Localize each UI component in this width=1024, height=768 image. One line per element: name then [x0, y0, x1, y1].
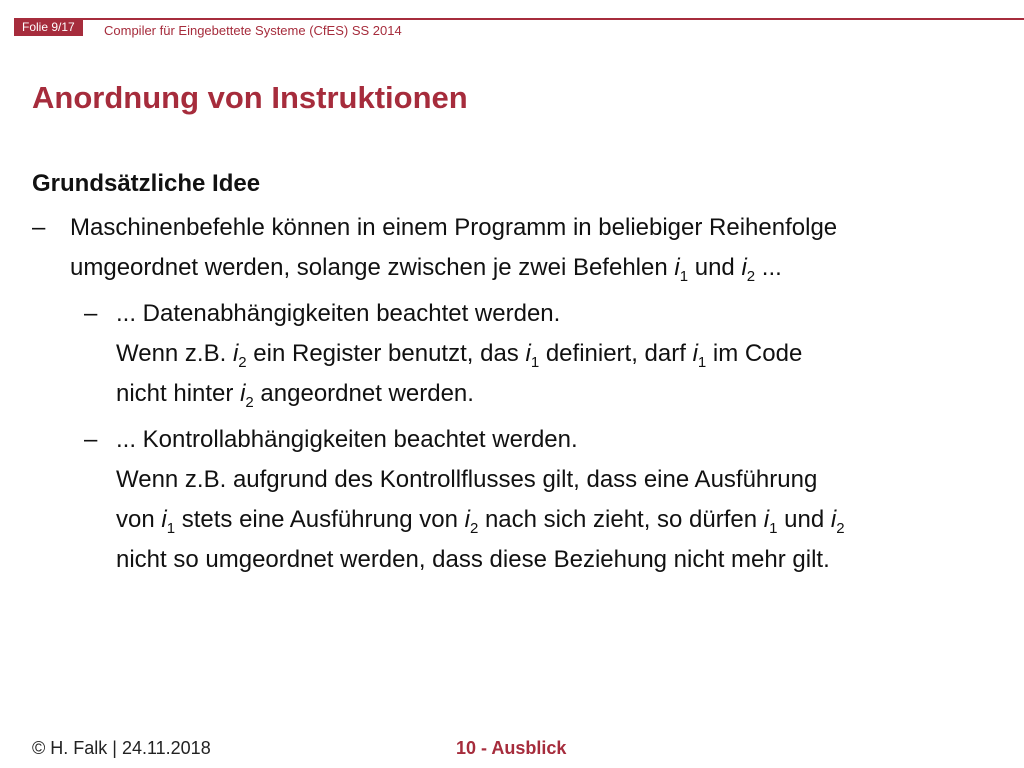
header-rule — [14, 18, 1024, 20]
bullet-line: nicht hinter $i_2$ angeordnet werden. — [116, 380, 474, 411]
bullet-line: von $i_1$ stets eine Ausführung von $i_2$ nach sich zieht, so dürfen $i_1$ und $i_2$ — [116, 506, 845, 537]
bullet-line: ... Kontrollabhängigkeiten beachtet werden. — [116, 426, 578, 453]
slide-content — [32, 164, 1002, 580]
bullet-line: Wenn z.B. $i_2$ ein Register benutzt, das $i_1$ definiert, darf $i_1$ im Code — [116, 340, 803, 371]
variable-i2: $i_2$ — [464, 506, 479, 537]
bullet-point — [32, 208, 1002, 288]
sub-bullet-data-dependencies — [32, 294, 1002, 414]
variable-i2: $i_2$ — [741, 254, 756, 285]
section-heading: Grundsätzliche Idee — [32, 170, 261, 197]
footer-author-date: © H. Falk | 24.11.2018 — [32, 738, 211, 758]
bullet-dash: – — [32, 214, 46, 241]
bullet-line: ... Datenabhängigkeiten beachtet werden. — [116, 300, 561, 327]
footer-chapter: 10 - Ausblick — [456, 738, 567, 758]
variable-i1: $i_1$ — [161, 506, 176, 537]
bullet-dash: – — [84, 300, 98, 327]
variable-i2: $i_2$ — [232, 340, 247, 371]
slide-number-badge: Folie 9/17 — [14, 18, 83, 36]
bullet-dash: – — [84, 426, 98, 453]
course-title: Compiler für Eingebettete Systeme (CfES) SS 2014 — [104, 23, 402, 38]
variable-i2: $i_2$ — [240, 380, 254, 411]
bullet-line: Maschinenbefehle können in einem Programm in beliebiger Reihenfolge — [70, 214, 838, 241]
variable-i1: $i_1$ — [692, 340, 707, 371]
variable-i1: $i_1$ — [674, 254, 689, 285]
sub-bullet-control-dependencies — [32, 420, 1002, 580]
bullet-line: Wenn z.B. aufgrund des Kontrollflusses gilt, dass eine Ausführung — [116, 466, 818, 493]
variable-i2: $i_2$ — [830, 506, 845, 537]
variable-i1: $i_1$ — [763, 506, 778, 537]
page-title: Anordnung von Instruktionen — [32, 80, 468, 115]
variable-i1: $i_1$ — [525, 340, 540, 371]
bullet-line: umgeordnet werden, solange zwischen je zwei Befehlen $i_1$ und $i_2$ ... — [70, 254, 782, 285]
bullet-line: nicht so umgeordnet werden, dass diese Beziehung nicht mehr gilt. — [116, 546, 830, 573]
